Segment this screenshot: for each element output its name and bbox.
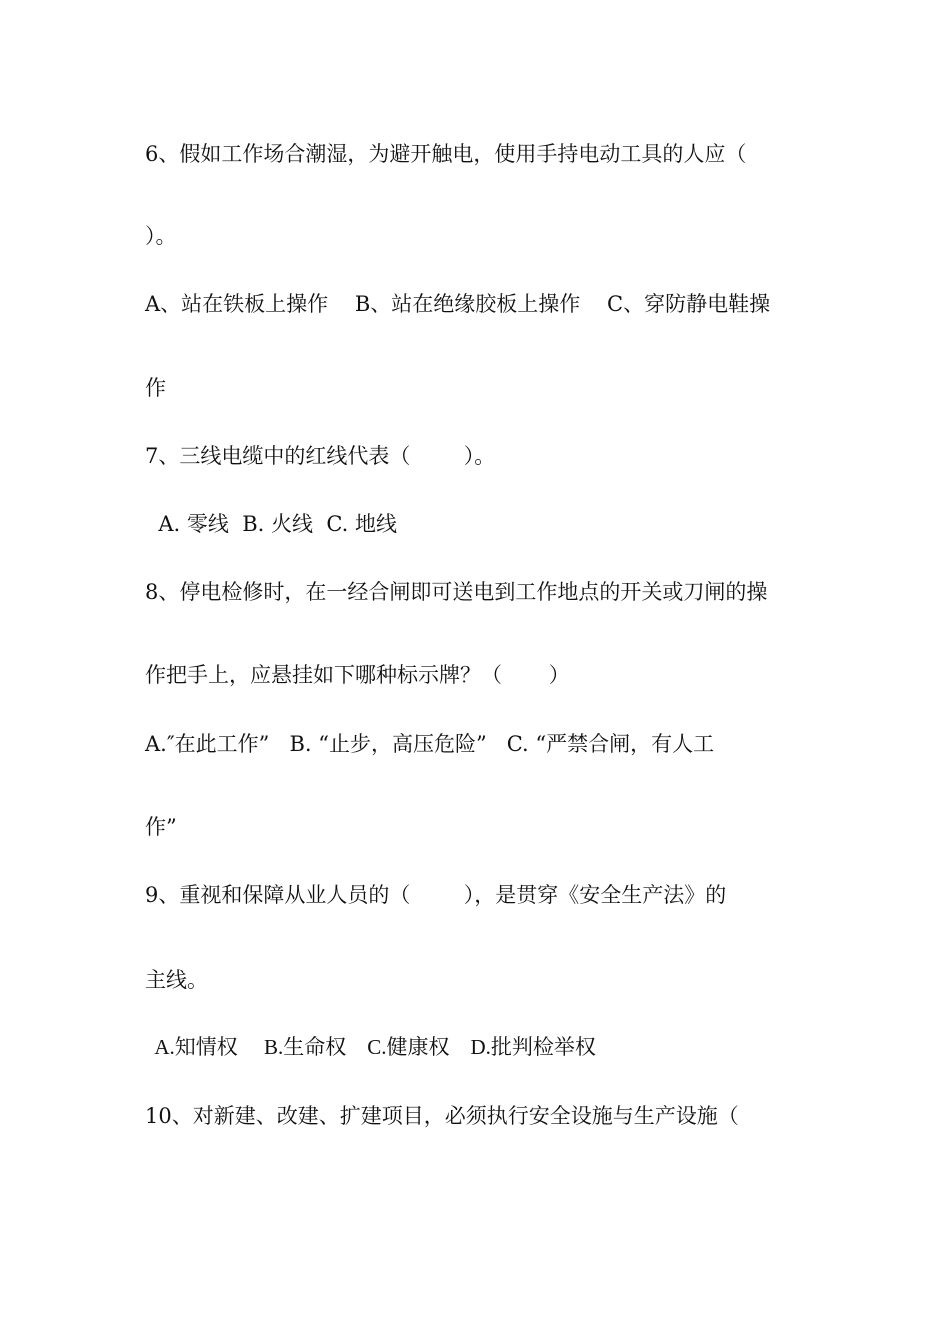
question-10-line-1: 10、对新建、改建、扩建项目，必须执行安全设施与生产设施（ — [145, 1104, 739, 1128]
question-8-line-1: 8、停电检修时，在一经合闸即可送电到工作地点的开关或刀闸的操 — [145, 580, 768, 604]
question-6-options-line-1: A、站在铁板上操作 B、站在绝缘胶板上操作 C、穿防静电鞋操 — [145, 292, 771, 316]
question-6-line-2: ）。 — [145, 224, 177, 248]
question-6-line-1: 6、假如工作场合潮湿，为避开触电，使用手持电动工具的人应（ — [145, 142, 747, 166]
question-9-line-1: 9、重视和保障从业人员的（ ），是贯穿《安全生产法》的 — [145, 883, 727, 907]
question-8-options-line-2: 作” — [145, 815, 177, 839]
question-8-line-2: 作把手上，应悬挂如下哪种标示牌？（ ） — [145, 663, 570, 687]
question-7-line: 7、三线电缆中的红线代表（ ）。 — [145, 444, 496, 468]
question-9-line-2: 主线。 — [145, 968, 208, 992]
question-9-options: A.知情权 B.生命权 C.健康权 D.批判检举权 — [145, 1035, 596, 1059]
question-6-options-line-2: 作 — [145, 376, 166, 400]
question-8-options-line-1: A.″在此工作” B. “止步，高压危险” C. “严禁合闸，有人工 — [145, 732, 715, 756]
question-7-options: A. 零线 B. 火线 C. 地线 — [145, 512, 398, 536]
